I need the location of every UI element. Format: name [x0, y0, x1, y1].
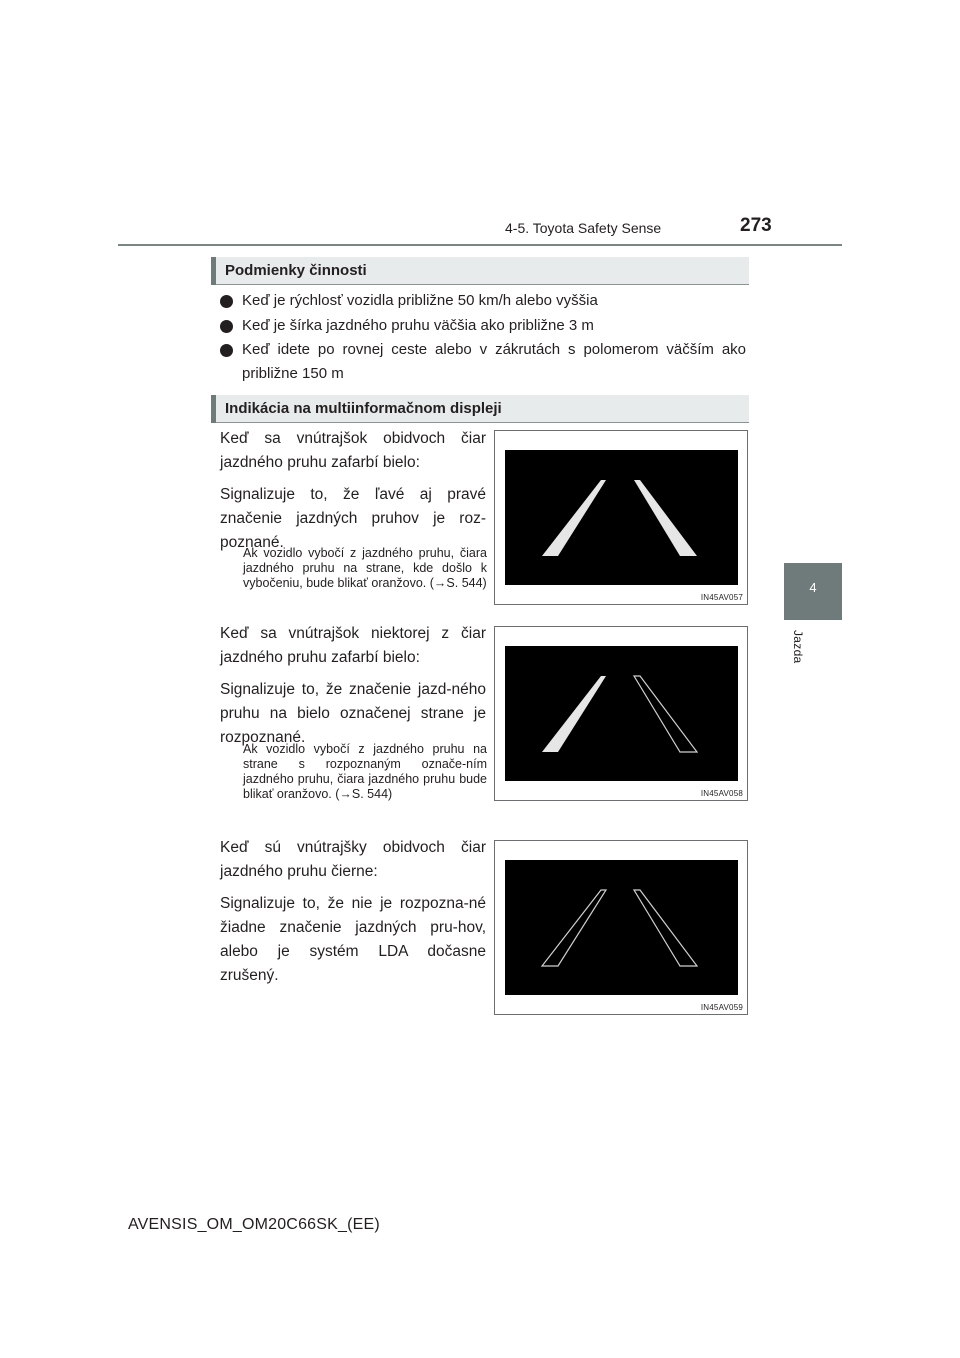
- indication-description: Signalizuje to, že nie je rozpozna-né žiadne značenie jazdných pru-hov, alebo je systém LDA dočasne zrušený.: [220, 895, 486, 984]
- indication-heading: Keď sa vnútrajšok obidvoch čiar jazdného pruhu zafarbí bielo:: [220, 430, 486, 471]
- indication-heading: Keď sa vnútrajšok niektorej z čiar jazdného pruhu zafarbí bielo:: [220, 625, 486, 666]
- section-heading-bar: [211, 257, 216, 285]
- page-number: 273: [740, 215, 772, 236]
- figure-code: IN45AV057: [700, 593, 743, 602]
- section-heading-conditions: [211, 257, 749, 285]
- bullet-dot-icon: [220, 295, 233, 308]
- display-figure-both-lines: [494, 430, 748, 605]
- figure-code: IN45AV058: [700, 789, 743, 798]
- indication-heading: Keď sú vnútrajšky obidvoch čiar jazdného pruhu čierne:: [220, 839, 486, 880]
- bullet-item: [220, 338, 746, 386]
- lane-lines-graphic: [495, 431, 749, 606]
- indication-note: Ak vozidlo vybočí z jazdného pruhu na strane s rozpoznaným označe-ním jazdného pruhu, čiara jazdného pruhu bude blikať oranžovo. (→S. 544): [243, 742, 487, 801]
- display-figure-no-lines: [494, 840, 748, 1015]
- section-heading-display: [211, 395, 749, 423]
- indication-description: Signalizuje to, že ľavé aj pravé značenie jazdných pruhov je roz-poznané.: [220, 486, 486, 551]
- section-heading-bar: [211, 395, 216, 423]
- right-lane-line-outline: [634, 890, 697, 966]
- bullet-text: Keď idete po rovnej ceste alebo v zákrutách s polomerom väčším ako približne 150 m: [242, 341, 746, 382]
- header-rule: [118, 244, 842, 246]
- right-lane-line: [634, 480, 697, 556]
- figure-code: IN45AV059: [700, 1003, 743, 1012]
- header-section-title: 4-5. Toyota Safety Sense: [505, 220, 662, 236]
- indication-description: Signalizuje to, že značenie jazd-ného pruhu na bielo označenej strane je rozpoznané.: [220, 681, 486, 746]
- bullet-text: Keď je rýchlosť vozidla približne 50 km/h alebo vyššia: [242, 292, 598, 309]
- bullet-text: Keď je šírka jazdného pruhu väčšia ako približne 3 m: [242, 317, 594, 334]
- lane-lines-graphic: [495, 627, 749, 802]
- indication-item-3: [220, 836, 486, 996]
- document-code: AVENSIS_OM_OM20C66SK_(EE): [128, 1216, 380, 1233]
- left-lane-line: [542, 676, 606, 752]
- lane-lines-graphic: [495, 841, 749, 1016]
- indication-note: Ak vozidlo vybočí z jazdného pruhu, čiara jazdného pruhu na strane, kde došlo k vybočeniu, bude blikať oranžovo. (→S. 544): [243, 546, 487, 590]
- bullet-dot-icon: [220, 344, 233, 357]
- left-lane-line-outline: [542, 890, 606, 966]
- display-figure-one-line: [494, 626, 748, 801]
- bullet-dot-icon: [220, 320, 233, 333]
- left-lane-line: [542, 480, 606, 556]
- section-heading-text: Podmienky činnosti: [225, 262, 367, 279]
- bullet-item: [220, 289, 746, 313]
- section-heading-text: Indikácia na multiinformačnom displeji: [225, 400, 502, 417]
- indication-item-2: [220, 622, 486, 758]
- bullet-item: [220, 314, 746, 338]
- chapter-tab-number: 4: [809, 580, 817, 595]
- indication-item-1: [220, 427, 486, 563]
- chapter-tab-label: Jazda: [791, 630, 805, 664]
- right-lane-line-outline: [634, 676, 697, 752]
